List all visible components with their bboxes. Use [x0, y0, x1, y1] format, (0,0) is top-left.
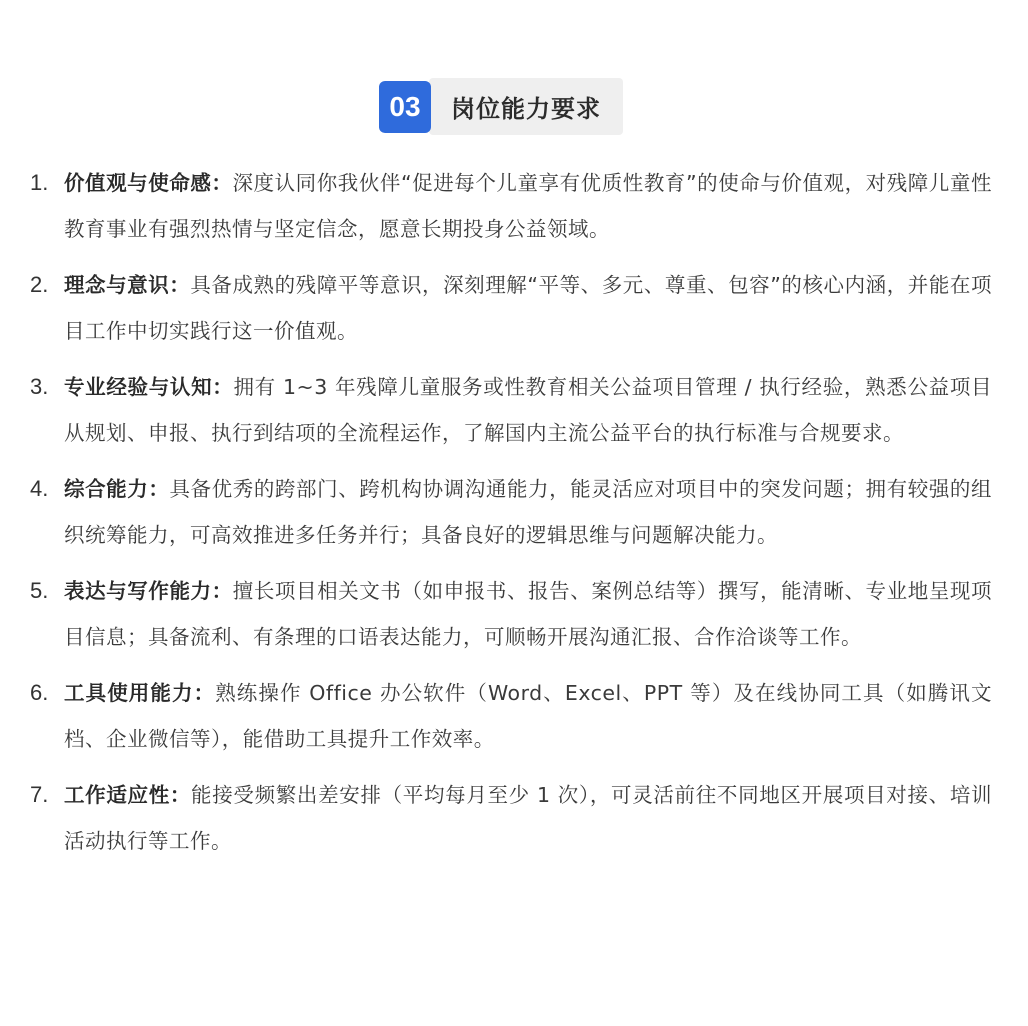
list-item [30, 670, 992, 762]
item-text: 具备优秀的跨部门、跨机构协调沟通能力，能灵活应对项目中的突发问题；拥有较强的组织统筹能力，可高效推进多任务并行；具备良好的逻辑思维与问题解决能力。 [64, 477, 993, 547]
item-label: 综合能力： [64, 477, 170, 501]
section-header [379, 78, 623, 135]
item-body [64, 772, 992, 864]
item-number: 1. [30, 170, 49, 195]
item-label: 表达与写作能力： [64, 579, 233, 603]
list-item [30, 262, 992, 354]
item-text: 具备成熟的残障平等意识，深刻理解“平等、多元、尊重、包容”的核心内涵，并能在项目工作中切实践行这一价值观。 [64, 273, 992, 343]
list-item [30, 466, 992, 558]
item-number: 5. [30, 578, 49, 603]
list-item [30, 568, 992, 660]
section-title: 岗位能力要求 [429, 78, 623, 135]
item-label: 专业经验与认知： [64, 375, 234, 399]
section-number-badge: 03 [379, 81, 431, 133]
item-label: 工具使用能力： [64, 681, 216, 705]
item-text: 擅长项目相关文书（如申报书、报告、案例总结等）撰写，能清晰、专业地呈现项目信息；具备流利、有条理的口语表达能力，可顺畅开展沟通汇报、合作洽谈等工作。 [64, 579, 993, 649]
item-text: 能接受频繁出差安排（平均每月至少 1 次），可灵活前往不同地区开展项目对接、培训活动执行等工作。 [64, 783, 992, 853]
item-number: 6. [30, 680, 49, 705]
item-number: 7. [30, 782, 49, 807]
list-item [30, 772, 992, 864]
item-label: 工作适应性： [64, 783, 192, 807]
item-label: 理念与意识： [64, 273, 191, 297]
list-item [30, 364, 992, 456]
item-number: 3. [30, 374, 49, 399]
item-body [64, 466, 992, 558]
list-item [30, 160, 992, 252]
item-text: 熟练操作 Office 办公软件（Word、Excel、PPT 等）及在线协同工具（如腾讯文档、企业微信等），能借助工具提升工作效率。 [64, 681, 993, 751]
item-number: 2. [30, 272, 49, 297]
item-text: 拥有 1~3 年残障儿童服务或性教育相关公益项目管理 / 执行经验，熟悉公益项目从规划、申报、执行到结项的全流程运作，了解国内主流公益平台的执行标准与合规要求。 [64, 375, 993, 445]
item-body [64, 568, 992, 660]
requirements-list [30, 160, 992, 874]
item-body [64, 364, 992, 456]
item-label: 价值观与使命感： [64, 171, 233, 195]
item-body [64, 160, 992, 252]
item-body [64, 670, 992, 762]
item-text: 深度认同你我伙伴“促进每个儿童享有优质性教育”的使命与价值观，对残障儿童性教育事业有强烈热情与坚定信念，愿意长期投身公益领域。 [64, 171, 992, 241]
item-body [64, 262, 992, 354]
item-number: 4. [30, 476, 49, 501]
